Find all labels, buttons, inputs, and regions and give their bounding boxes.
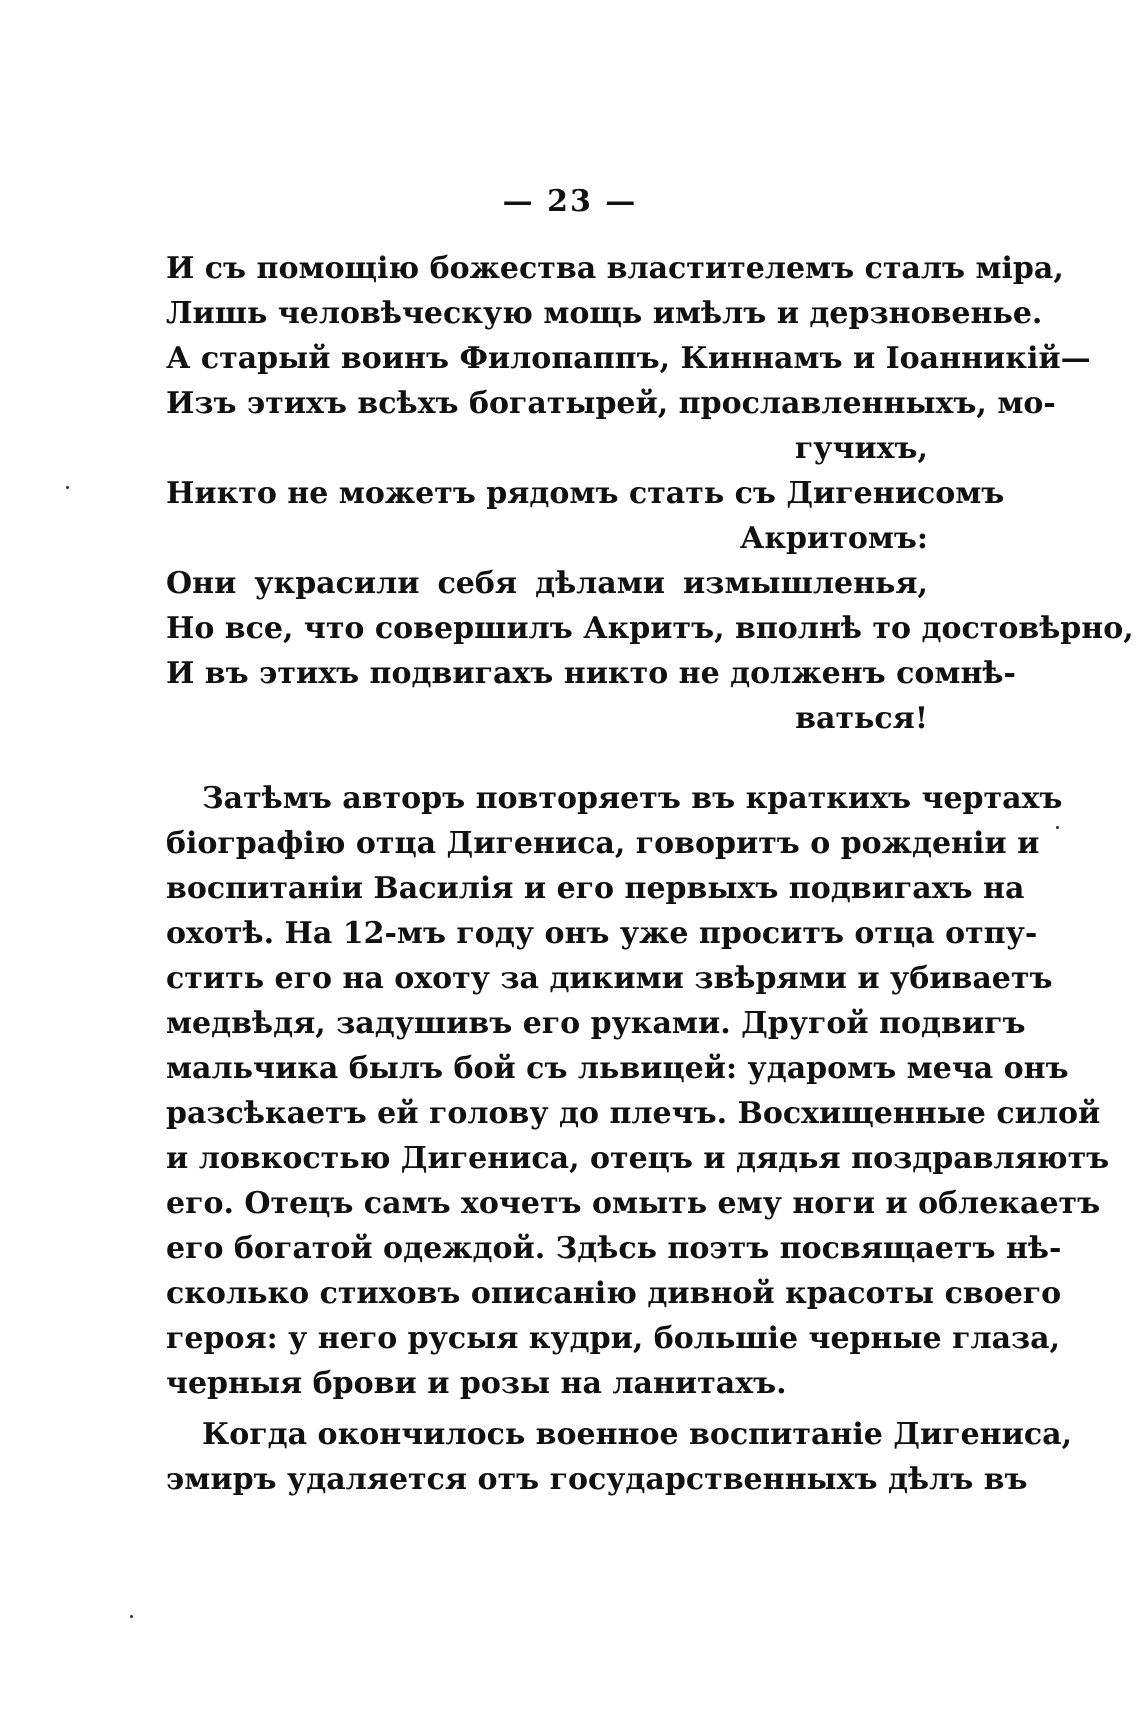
poem-line: Изъ этихъ всѣхъ богатырей, прославленныхъ, мо- bbox=[166, 386, 1056, 421]
paragraph-line: Затѣмъ авторъ повторяетъ въ краткихъ чертахъ bbox=[202, 781, 1063, 816]
paragraph-line: его богатой одеждой. Здѣсь поэтъ посвящаетъ нѣ- bbox=[166, 1231, 1062, 1266]
page-number: — 23 — bbox=[502, 184, 638, 219]
paragraph-line: мальчика былъ бой съ львицей: ударомъ меча онъ bbox=[166, 1051, 1069, 1086]
paragraph-line: и ловкостью Дигениса, отецъ и дядья поздравляютъ bbox=[166, 1141, 1110, 1176]
poem-line-turnover: гучихъ, bbox=[794, 431, 928, 466]
scan-speck bbox=[66, 486, 69, 489]
poem-line: Но все, что совершилъ Акритъ, вполнѣ то достовѣрно, bbox=[166, 611, 1134, 646]
scan-speck bbox=[130, 1615, 133, 1618]
paragraph-line: стить его на охоту за дикими звѣрями и убиваетъ bbox=[166, 961, 1053, 996]
paragraph-line: воспитаніи Василія и его первыхъ подвигахъ на bbox=[166, 871, 1025, 906]
poem-line: Лишь человѣческую мощь имѣлъ и дерзновенье. bbox=[166, 296, 1043, 331]
poem-line-turnover: Акритомъ: bbox=[739, 521, 928, 556]
paragraph-line: эмиръ удаляется отъ государственныхъ дѣлъ въ bbox=[166, 1462, 1028, 1497]
paragraph-2 bbox=[166, 1412, 1073, 1502]
poem-line-turnover: ваться! bbox=[795, 701, 928, 736]
poem-line: Они украсили себя дѣлами измышленья, bbox=[166, 566, 928, 601]
paragraph-line: медвѣдя, задушивъ его руками. Другой подвигъ bbox=[166, 1006, 1026, 1041]
paragraph-line: охотѣ. На 12-мъ году онъ уже проситъ отца отпу- bbox=[166, 916, 1038, 951]
paragraph-line: его. Отецъ самъ хочетъ омыть ему ноги и облекаетъ bbox=[166, 1186, 1101, 1221]
paragraph-1 bbox=[166, 776, 1110, 1406]
paragraph-line: разсѣкаетъ ей голову до плечъ. Восхищенные силой bbox=[166, 1096, 1101, 1131]
poem-block bbox=[166, 246, 1134, 741]
poem-line: А старый воинъ Филопаппъ, Киннамъ и Іоанникій— bbox=[166, 341, 1091, 376]
paragraph-line: героя: у него русыя кудри, большіе черные глаза, bbox=[166, 1321, 1061, 1356]
scan-speck bbox=[1056, 826, 1059, 829]
paragraph-line: сколько стиховъ описанію дивной красоты своего bbox=[166, 1276, 1062, 1311]
poem-line: И въ этихъ подвигахъ никто не долженъ сомнѣ- bbox=[166, 656, 1016, 691]
paragraph-line: Когда окончилось военное воспитаніе Дигениса, bbox=[202, 1417, 1073, 1452]
poem-line: Никто не можетъ рядомъ стать съ Дигенисомъ bbox=[166, 476, 1005, 511]
paragraph-line: біографію отца Дигениса, говоритъ о рожденіи и bbox=[166, 826, 1040, 861]
paragraph-line: черныя брови и розы на ланитахъ. bbox=[166, 1366, 787, 1401]
poem-line: И съ помощію божества властителемъ сталъ міра, bbox=[166, 251, 1064, 286]
